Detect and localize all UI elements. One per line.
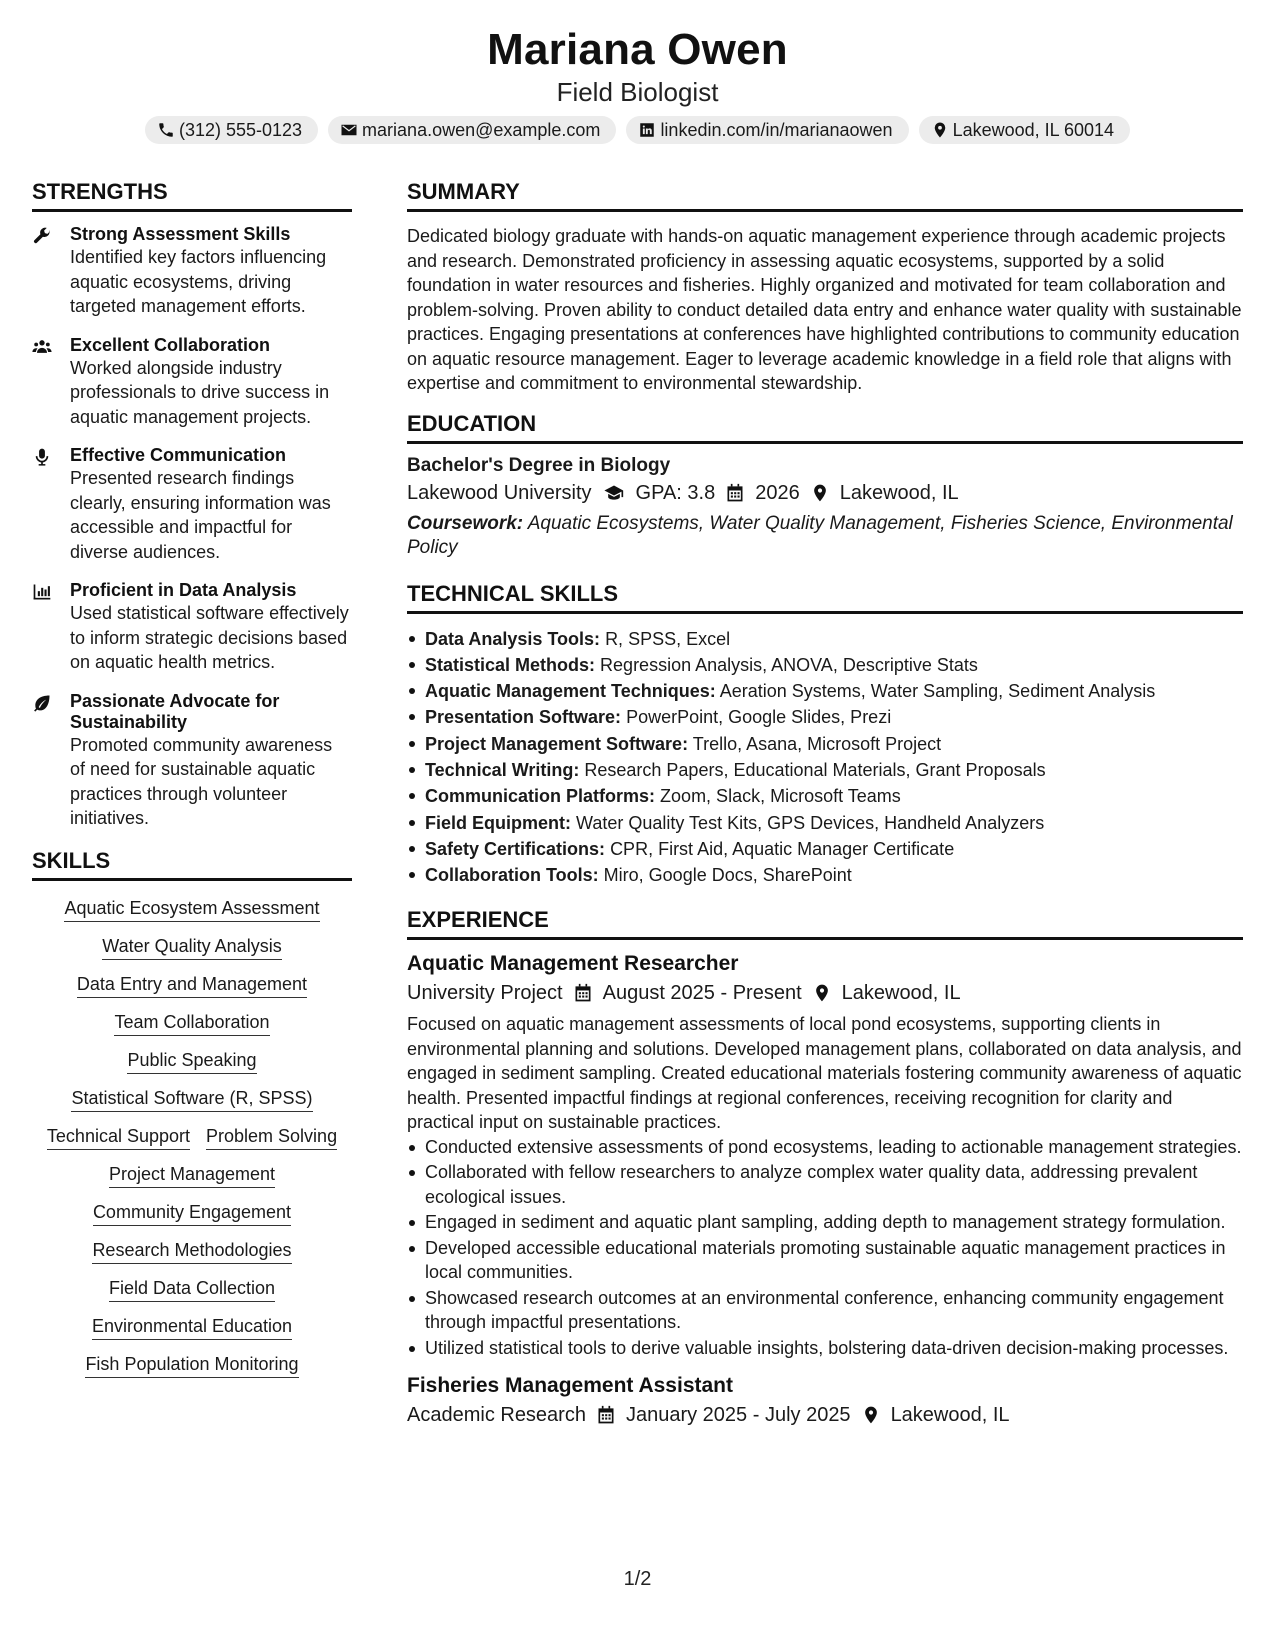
job-location: Lakewood, IL — [841, 982, 961, 1005]
job-location: Lakewood, IL — [890, 1404, 1010, 1427]
list-item: Presentation Software: PowerPoint, Google Slides, Prezi — [407, 704, 1243, 730]
strength-title: Excellent Collaboration — [70, 334, 271, 355]
email-text: mariana.owen@example.com — [362, 120, 601, 140]
skill-tag: Fish Population Monitoring — [85, 1354, 298, 1378]
strength-item — [32, 445, 352, 564]
list-item: Project Management Software: Trello, Asana, Microsoft Project — [407, 731, 1243, 757]
skill-tag: Public Speaking — [127, 1050, 256, 1074]
skills-heading: SKILLS — [32, 847, 352, 881]
list-item: Collaborated with fellow researchers to analyze complex water quality data, addressing prevalent ecological issues. — [407, 1160, 1243, 1209]
skill-tag: Statistical Software (R, SPSS) — [71, 1088, 312, 1112]
education-meta — [407, 478, 1243, 508]
list-item: Safety Certifications: CPR, First Aid, Aquatic Manager Certificate — [407, 836, 1243, 862]
strength-desc: Presented research findings clearly, ensuring information was accessible and impactful for diverse audiences. — [70, 468, 331, 562]
list-item: Statistical Methods: Regression Analysis, ANOVA, Descriptive Stats — [407, 652, 1243, 678]
leaf-icon — [32, 693, 52, 713]
graduation-cap-icon — [602, 483, 626, 503]
strength-title: Strong Assessment Skills — [70, 224, 291, 244]
job-entry — [407, 950, 1243, 1360]
strength-title: Effective Communication — [70, 445, 287, 465]
location-contact — [919, 116, 1130, 144]
strength-item — [32, 691, 352, 831]
strength-desc: Identified key factors influencing aquatic ecosystems, driving targeted management efforts. — [70, 247, 327, 316]
resume-body — [32, 178, 1243, 1430]
technical-skills-heading: TECHNICAL SKILLS — [407, 580, 1243, 614]
job-title: Fisheries Management Assistant — [407, 1374, 733, 1398]
skill-tag: Data Entry and Management — [77, 974, 307, 998]
skill-tag: Technical Support — [47, 1126, 190, 1150]
skills-section — [32, 847, 352, 1375]
linkedin-contact[interactable] — [626, 116, 908, 144]
school-name: Lakewood University — [407, 481, 592, 504]
degree-title: Bachelor's Degree in Biology — [407, 454, 671, 476]
education-heading: EDUCATION — [407, 410, 1243, 444]
calendar-icon — [596, 1405, 616, 1425]
right-column — [407, 178, 1243, 1430]
gpa: GPA: 3.8 — [635, 481, 716, 504]
skill-tag: Team Collaboration — [114, 1012, 269, 1036]
skill-tag: Environmental Education — [92, 1316, 292, 1340]
list-item: Collaboration Tools: Miro, Google Docs, SharePoint — [407, 862, 1243, 888]
strength-desc: Used statistical software effectively to inform strategic decisions based on aquatic health metrics. — [70, 603, 349, 672]
contact-bar — [0, 116, 1275, 144]
map-pin-icon — [861, 1405, 881, 1425]
linkedin-icon — [638, 121, 656, 139]
email-contact[interactable] — [328, 116, 616, 144]
list-item: Conducted extensive assessments of pond ecosystems, leading to actionable management strategies. — [407, 1135, 1243, 1160]
list-item: Data Analysis Tools: R, SPSS, Excel — [407, 626, 1243, 652]
strength-title: Proficient in Data Analysis — [70, 580, 297, 600]
strength-item — [32, 580, 352, 675]
list-item: Communication Platforms: Zoom, Slack, Microsoft Teams — [407, 783, 1243, 809]
list-item: Showcased research outcomes at an environmental conference, enhancing community engagement through impactful presentations. — [407, 1286, 1243, 1335]
list-item: Utilized statistical tools to derive valuable insights, bolstering data-driven decision-making processes. — [407, 1336, 1243, 1361]
skill-tag: Project Management — [109, 1164, 275, 1188]
job-org: University Project — [407, 982, 563, 1005]
job-dates: January 2025 - July 2025 — [625, 1404, 851, 1427]
linkedin-text: linkedin.com/in/marianaowen — [660, 120, 893, 140]
job-description: Focused on aquatic management assessments of local pond ecosystems, supporting clients in environmental planning and solutions. Developed management plans, collaborated on data analysis, and engaged in sediment sampling. Created educational materials fostering community awareness of aquatic health. Presented impactful findings at regional conferences, receiving recognition for clarity and practical input on sustainable practices. — [407, 1014, 1242, 1133]
skill-tag: Problem Solving — [206, 1126, 337, 1150]
skill-tag: Water Quality Analysis — [102, 936, 281, 960]
strengths-heading: STRENGTHS — [32, 178, 352, 212]
map-pin-icon — [931, 121, 949, 139]
wrench-icon — [32, 226, 52, 246]
phone-text: (312) 555-0123 — [178, 120, 303, 140]
summary-text: Dedicated biology graduate with hands-on aquatic management experience through academic projects and research. Demonstrated proficiency in assessing aquatic ecosystems, supported by a solid foundation in water resources and fisheries. Highly organized and motivated for team collaboration and problem-solving. Proven ability to conduct detailed data entry and enhance water quality with sustainable practices. Engaging presentations at conferences have highlighted contributions to community education on aquatic resource management. Eager to leverage academic knowledge in a field role that aligns with expertise and commitment to environmental stewardship. — [407, 226, 1242, 393]
job-entry — [407, 1372, 1243, 1430]
coursework-label: Coursework: — [407, 512, 524, 534]
calendar-icon — [725, 483, 745, 503]
candidate-title: Field Biologist — [556, 77, 719, 107]
left-column — [32, 178, 352, 1430]
list-item: Developed accessible educational materials promoting sustainable aquatic management practices in local communities. — [407, 1236, 1243, 1285]
calendar-icon — [573, 983, 593, 1003]
coursework — [407, 512, 1243, 560]
strength-item — [32, 335, 352, 430]
strength-item — [32, 224, 352, 319]
technical-skills-list — [407, 626, 1243, 889]
job-bullets — [407, 1135, 1243, 1361]
skill-tag: Research Methodologies — [92, 1240, 291, 1264]
strength-desc: Worked alongside industry professionals to drive success in aquatic management projects. — [70, 357, 330, 427]
list-item: Field Equipment: Water Quality Test Kits, GPS Devices, Handheld Analyzers — [407, 810, 1243, 836]
experience-heading: EXPERIENCE — [407, 906, 1243, 940]
skills-list — [32, 893, 352, 1375]
envelope-icon — [340, 121, 358, 139]
candidate-name: Mariana Owen — [487, 25, 788, 74]
coursework-list: Aquatic Ecosystems, Water Quality Management, Fisheries Science, Environmental Policy — [407, 512, 1233, 558]
page-number: 1/2 — [623, 1568, 652, 1590]
bar-chart-icon — [32, 582, 52, 602]
skill-tag: Community Engagement — [93, 1202, 291, 1226]
phone-contact[interactable] — [145, 116, 318, 144]
map-pin-icon — [810, 483, 830, 503]
job-org: Academic Research — [407, 1404, 586, 1427]
microphone-icon — [32, 447, 52, 467]
summary-heading: SUMMARY — [407, 178, 1243, 212]
resume-header — [0, 0, 1275, 144]
phone-icon — [157, 121, 175, 139]
location-text: Lakewood, IL 60014 — [952, 120, 1115, 140]
map-pin-icon — [812, 983, 832, 1003]
list-item: Engaged in sediment and aquatic plant sampling, adding depth to management strategy formulation. — [407, 1210, 1243, 1235]
strength-desc: Promoted community awareness of need for sustainable aquatic practices through volunteer initiatives. — [70, 734, 333, 828]
job-dates: August 2025 - Present — [602, 982, 802, 1005]
job-meta — [407, 978, 1243, 1008]
job-title: Aquatic Management Researcher — [407, 952, 739, 976]
job-meta — [407, 1400, 1243, 1430]
graduation-year: 2026 — [755, 481, 800, 504]
skill-tag: Aquatic Ecosystem Assessment — [64, 898, 319, 922]
list-item: Technical Writing: Research Papers, Educational Materials, Grant Proposals — [407, 757, 1243, 783]
skill-tag: Field Data Collection — [109, 1278, 275, 1302]
list-item: Aquatic Management Techniques: Aeration Systems, Water Sampling, Sediment Analysis — [407, 678, 1243, 704]
school-location: Lakewood, IL — [839, 481, 959, 504]
people-icon — [32, 337, 52, 357]
strength-title: Passionate Advocate for Sustainability — [70, 690, 280, 732]
